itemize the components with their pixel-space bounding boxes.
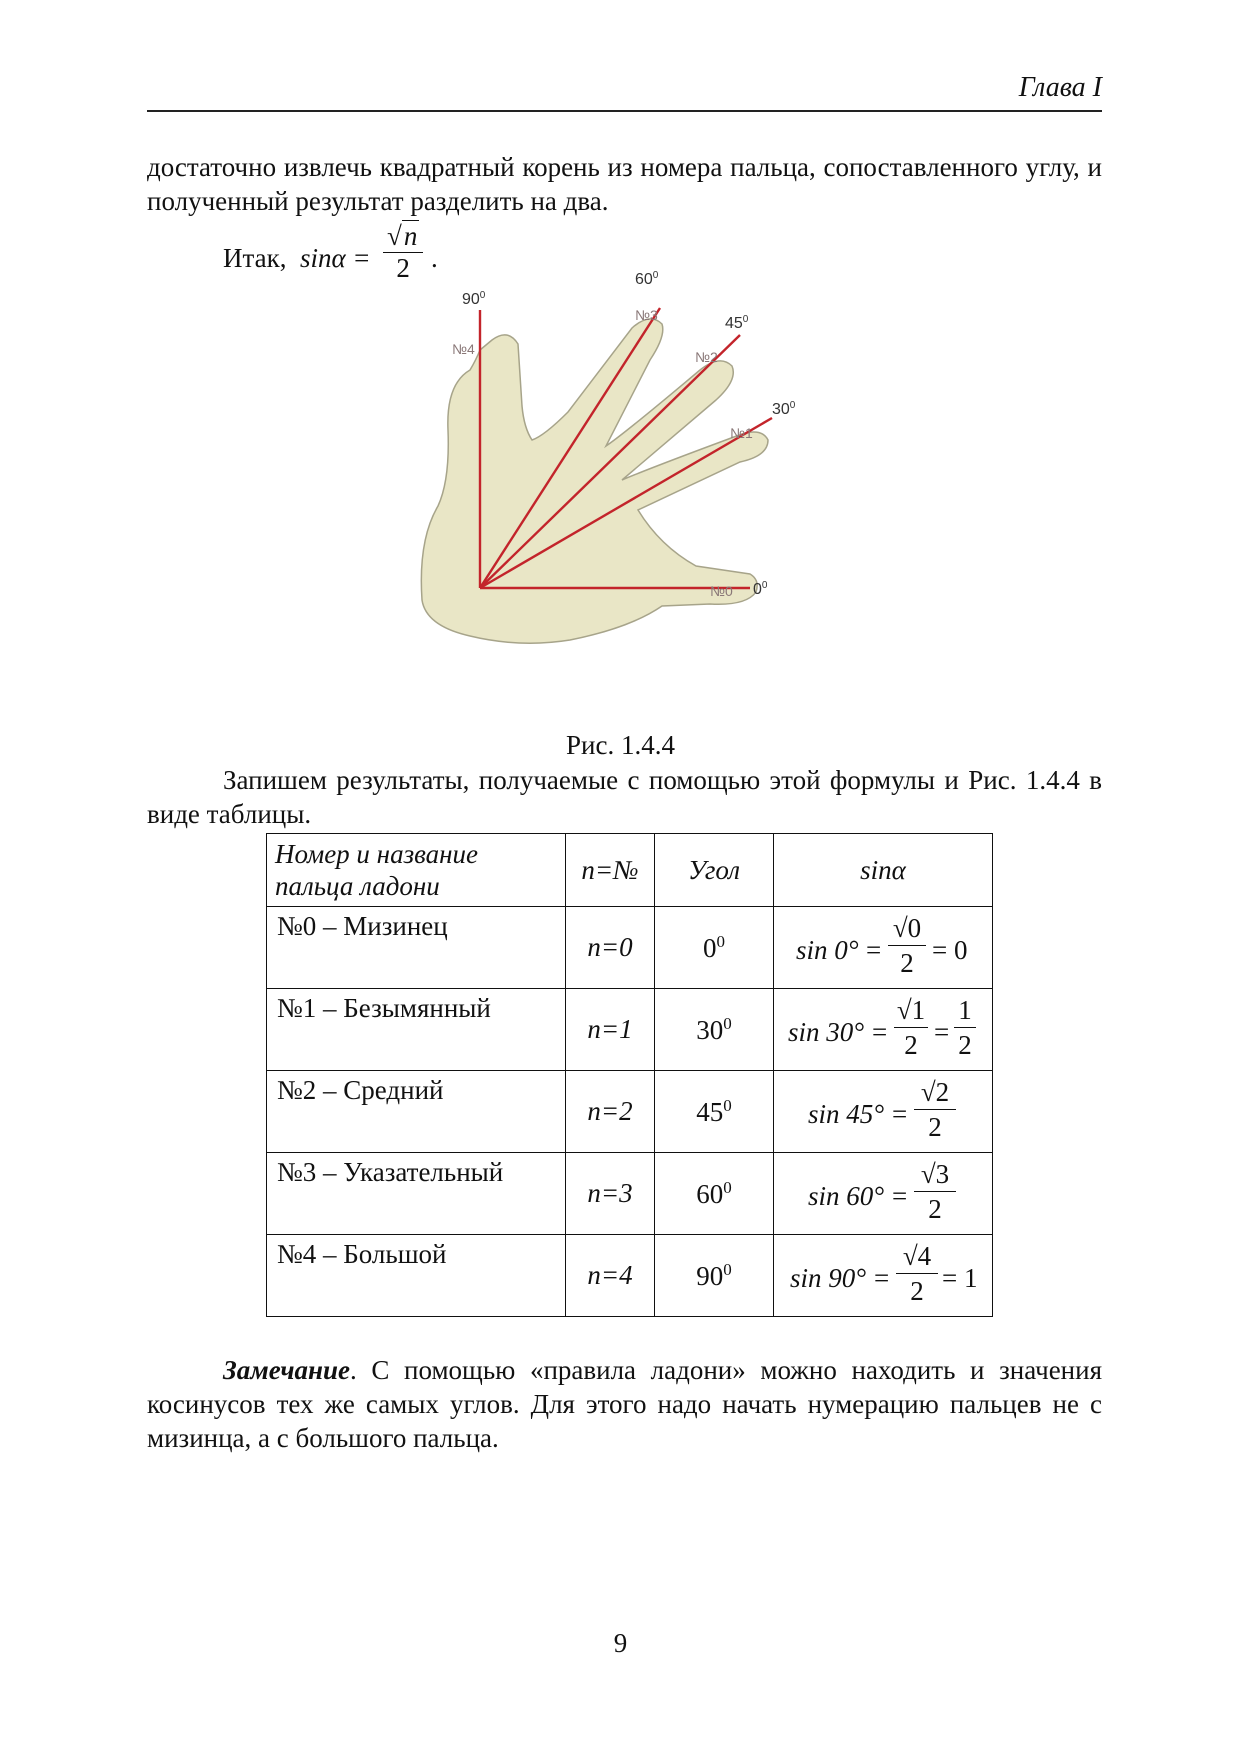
header-angle: Угол [655, 834, 774, 907]
formula-prefix: Итак, [223, 243, 287, 273]
finger-name: №2 – Средний [267, 1071, 566, 1153]
hand-figure [410, 270, 880, 720]
finger-name: №1 – Безымянный [267, 989, 566, 1071]
table-header-row [267, 834, 993, 907]
sin-value: sin 90° = √4 2 = 1 [774, 1235, 993, 1317]
angle-value: $90^0$ [655, 1235, 774, 1317]
sin-value: sin 30° = √1 2 = 1 2 [774, 989, 993, 1071]
n-value: n=3 [566, 1153, 655, 1235]
finger-name: №3 – Указательный [267, 1153, 566, 1235]
label-45: $45^0$ [725, 314, 749, 332]
n-value: n=1 [566, 989, 655, 1071]
remark-text: . С помощью «правила ладони» можно находить и значения косинусов тех же самых углов. Для этого надо начать нумерацию пальцев не с мизинца, а с большого пальца. [147, 1355, 1102, 1453]
mark-f4: №4 [452, 341, 475, 357]
table-row [267, 1235, 993, 1317]
table-row [267, 1153, 993, 1235]
formula-suffix: . [431, 243, 438, 273]
sine-table [266, 833, 993, 1317]
remark-title: Замечание [223, 1355, 351, 1385]
table-row [267, 1071, 993, 1153]
mark-f2: №2 [695, 349, 718, 365]
formula-numerator: n [403, 221, 418, 251]
mark-f0: №0 [710, 583, 733, 599]
table-row [267, 907, 993, 989]
finger-name: №4 – Большой [267, 1235, 566, 1317]
header-name: Номер и название пальца ладони [267, 834, 566, 907]
figure-caption: Рис. 1.4.4 [566, 730, 675, 760]
formula-fraction: $\frac{√n}{2}$ [383, 221, 423, 284]
table-row [267, 989, 993, 1071]
angle-value: $45^0$ [655, 1071, 774, 1153]
finger-name: №0 – Мизинец [267, 907, 566, 989]
header-n: n=№ [566, 834, 655, 907]
formula-denominator: 2 [396, 253, 410, 283]
sin-value: sin 60° = √3 2 [774, 1153, 993, 1235]
angle-value: $0^0$ [655, 907, 774, 989]
page-header [147, 72, 1102, 112]
header-sin: sinα [774, 834, 993, 907]
sin-value: sin 45° = √2 2 [774, 1071, 993, 1153]
remark-paragraph [147, 1353, 1102, 1455]
chapter-title: Глава I [1018, 72, 1102, 103]
mark-f3: №3 [635, 307, 658, 323]
label-30: $30^0$ [772, 400, 796, 418]
sin-value: sin 0° = √0 2 = 0 [774, 907, 993, 989]
n-value: n=0 [566, 907, 655, 989]
intro-paragraph: достаточно извлечь квадратный корень из номера пальца, сопоставленного углу, и полученный результат разделить на два. [147, 152, 1102, 216]
angle-value: $60^0$ [655, 1153, 774, 1235]
table-intro-paragraph: Запишем результаты, получаемые с помощью этой формулы и Рис. 1.4.4 в виде таблицы. [147, 765, 1102, 829]
angle-value: $30^0$ [655, 989, 774, 1071]
formula-lhs: sinα = [299, 243, 371, 273]
mark-f1: №1 [730, 425, 753, 441]
page-number: 9 [613, 1628, 628, 1658]
label-60: $60^0$ [635, 270, 659, 288]
label-90: $90^0$ [462, 290, 486, 308]
label-0: $0^0$ [753, 580, 768, 598]
n-value: n=4 [566, 1235, 655, 1317]
n-value: n=2 [566, 1071, 655, 1153]
